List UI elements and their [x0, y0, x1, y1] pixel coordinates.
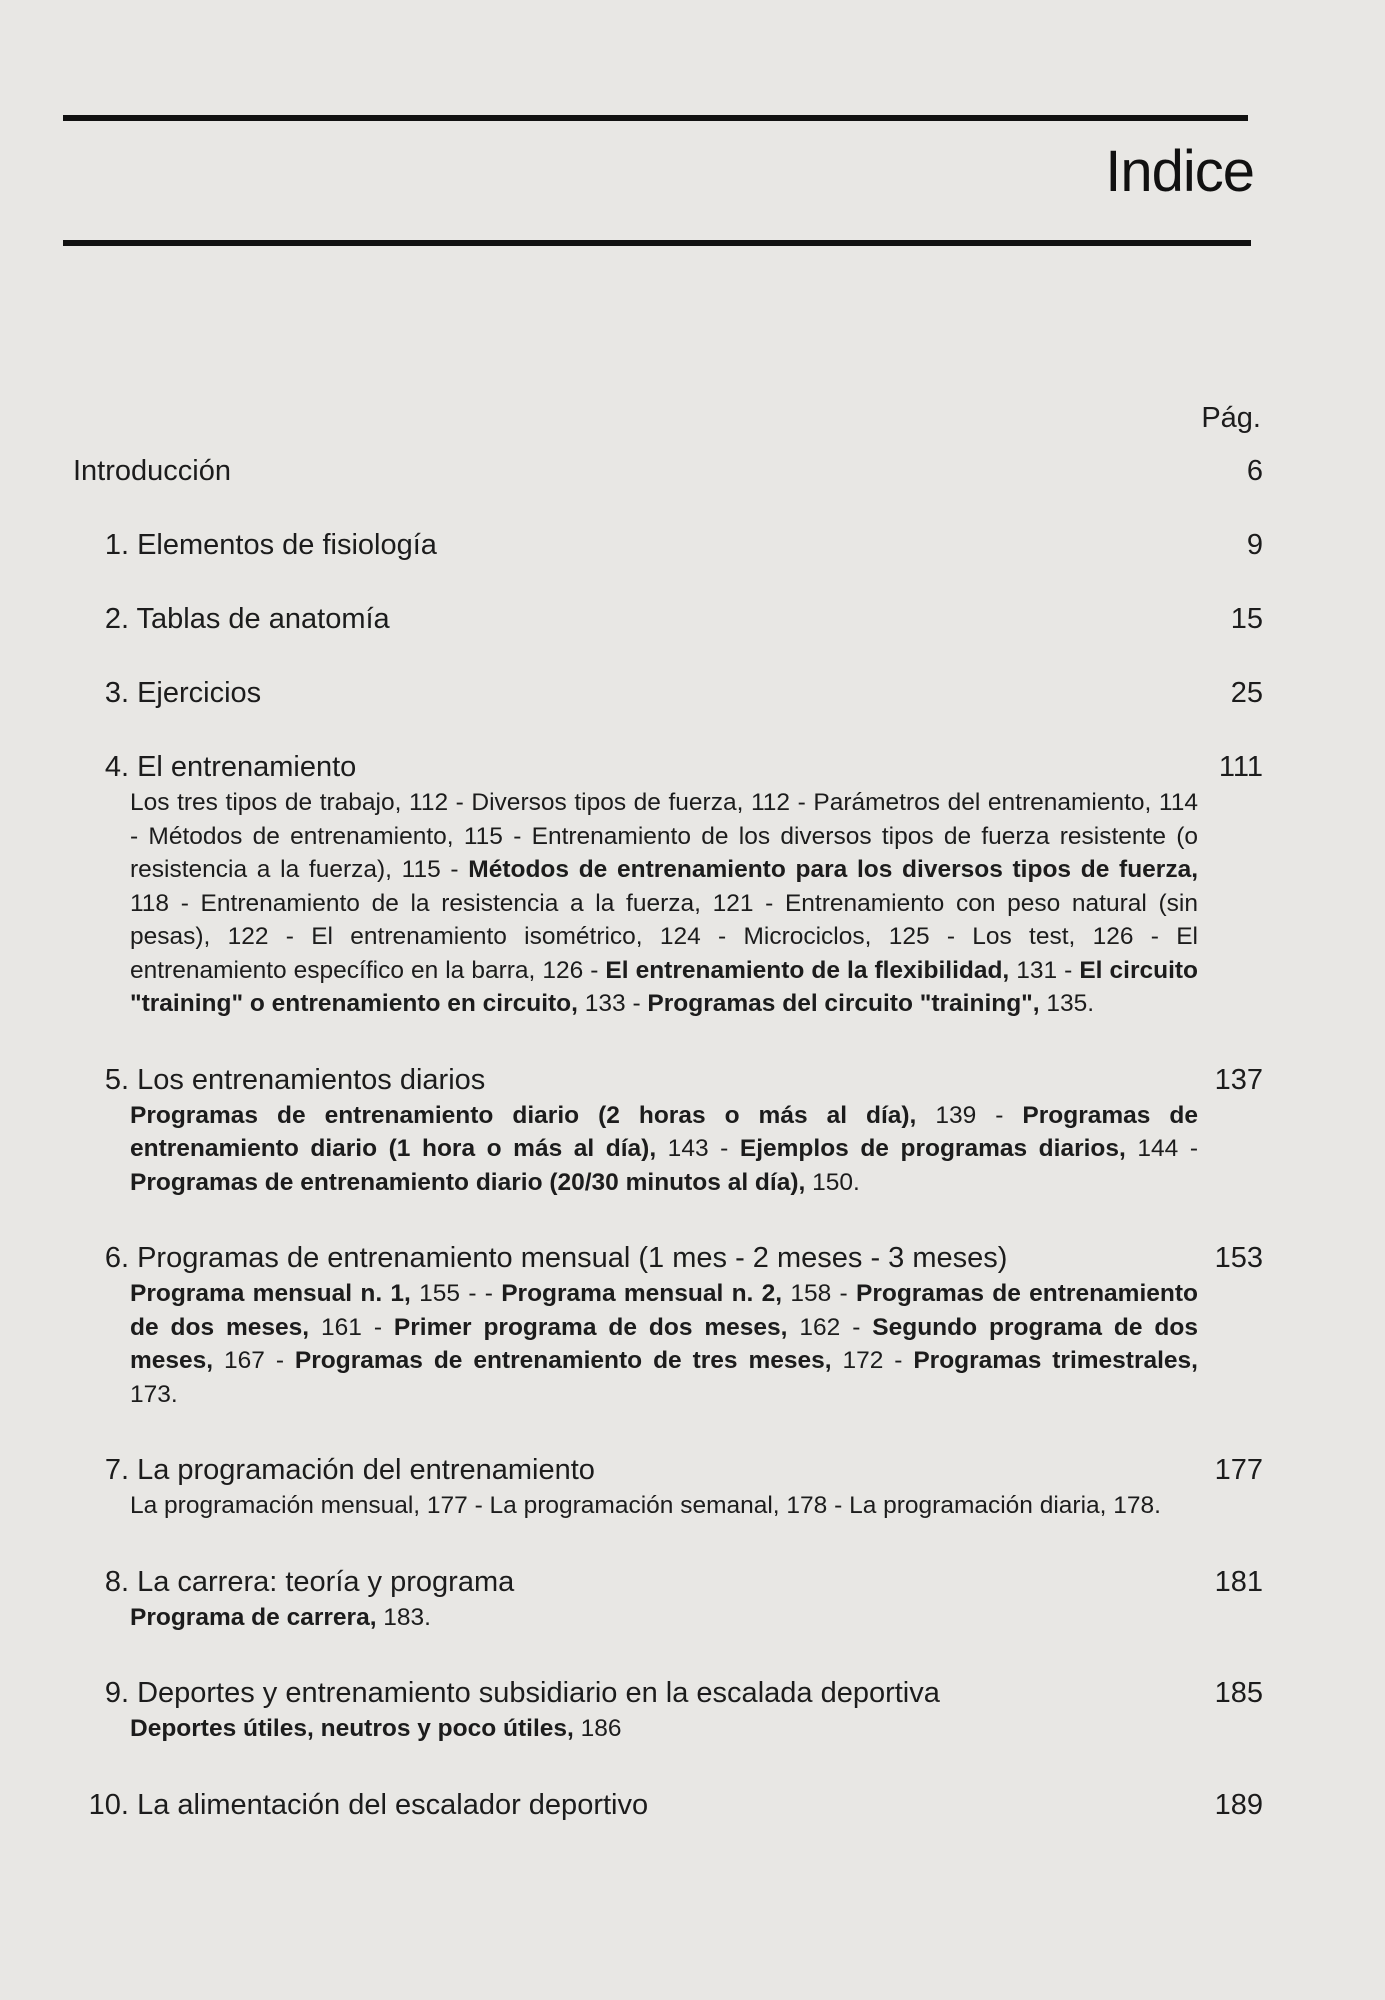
toc-entry-heading: [73, 748, 1263, 786]
chapter-title: Elementos de fisiología: [137, 529, 437, 561]
subsection-text: 139 -: [916, 1101, 1023, 1129]
chapter-subsections: [130, 1277, 1198, 1411]
subsection-text: 173.: [130, 1380, 178, 1408]
chapter-title: Ejercicios: [137, 677, 262, 709]
toc-entry-heading: [73, 1451, 1263, 1489]
subsection-text: 172 -: [831, 1347, 914, 1374]
subsection-text: 155 - -: [410, 1280, 502, 1307]
page-number: 9: [1246, 529, 1263, 561]
chapter-title: La programación del entrenamiento: [137, 1454, 595, 1486]
chapter-title: Programas de entrenamiento mensual (1 mes - 2 meses - 3 meses): [137, 1242, 1008, 1274]
page-number: 177: [1214, 1454, 1263, 1486]
subsection-bold-text: Programa de carrera,: [130, 1603, 377, 1631]
chapter-number: 1.: [104, 529, 129, 561]
toc-entry-heading: [73, 1674, 1263, 1712]
page-number: 189: [1214, 1788, 1263, 1821]
subsection-text: 135.: [1039, 990, 1095, 1017]
chapter-title: Introducción: [73, 455, 231, 487]
chapter-title: La carrera: teoría y programa: [137, 1565, 515, 1598]
toc-entry-heading: [73, 1239, 1263, 1277]
chapter-number: 4.: [104, 751, 129, 783]
chapter-number: 8.: [104, 1565, 129, 1598]
page-title: Indice: [1105, 139, 1254, 204]
page-number: 6: [1246, 455, 1263, 487]
subsection-bold-text: Programas del circuito "training",: [647, 990, 1040, 1017]
subsection-bold-text: Segundo programa de dos meses,: [130, 1313, 1198, 1374]
toc-entry-heading: [73, 1061, 1263, 1099]
page-number: 181: [1214, 1565, 1263, 1598]
page-number: 25: [1230, 677, 1263, 709]
toc-entry: [73, 600, 1263, 638]
subsection-bold-text: El entrenamiento de la flexibilidad,: [605, 956, 1010, 984]
subsection-bold-text: Programas de entrenamiento diario (20/30 minutos al día),: [130, 1168, 806, 1196]
toc-entry: [73, 1674, 1263, 1746]
subsection-bold-text: El circuito "training" o entrenamiento en circuito,: [130, 956, 1198, 1017]
chapter-subsections: [130, 1712, 1198, 1746]
toc-entry: [73, 526, 1263, 564]
page-number: 111: [1218, 751, 1263, 783]
page-number: 137: [1214, 1063, 1263, 1096]
subsection-text: 162 -: [787, 1313, 873, 1341]
chapter-subsections: [130, 786, 1198, 1021]
bottom-rule: [63, 240, 1251, 246]
chapter-number: 3.: [104, 677, 129, 709]
toc-entry: [73, 1239, 1263, 1411]
toc-entry-heading: [73, 600, 1263, 638]
chapter-number: 6.: [104, 1242, 129, 1274]
subsection-bold-text: Métodos de entrenamiento para los diversos tipos de fuerza,: [468, 856, 1199, 883]
chapter-subsections: [130, 1489, 1198, 1523]
subsection-text: 143 -: [656, 1135, 740, 1162]
subsection-bold-text: Programa mensual n. 1,: [130, 1280, 411, 1307]
page-number: 153: [1214, 1242, 1263, 1274]
subsection-text: 158 -: [782, 1280, 856, 1307]
toc-entry: [73, 1786, 1263, 1824]
chapter-subsections: [130, 1099, 1198, 1200]
toc-entry-heading: [73, 674, 1263, 712]
subsection-bold-text: Programas trimestrales,: [913, 1347, 1198, 1374]
subsection-text: 150.: [805, 1168, 860, 1196]
page-column-label: Pág.: [1201, 402, 1261, 434]
toc-entry-heading: [73, 1786, 1263, 1824]
subsection-text: 133 -: [577, 990, 648, 1017]
toc-entry: [73, 1451, 1263, 1523]
subsection-text: 118 - Entrenamiento de la resistencia a la fuerza, 121 - Entrenamiento con peso natural (sin pesas), 122 - El entrenamiento isométrico, 124 - Microciclos, 125 - Los test, 126 - El entrenamiento específico en la barra, 126 -: [130, 889, 1198, 984]
chapter-number: 10.: [88, 1788, 129, 1821]
page-number: 15: [1230, 603, 1263, 635]
subsection-bold-text: Programas de entrenamiento diario (1 hora o más al día),: [130, 1101, 1198, 1162]
subsection-text: Los tres tipos de trabajo, 112 - Diversos tipos de fuerza, 112 - Parámetros del entrenamiento, 114 - Métodos de entrenamiento, 115 - Entrenamiento de los diversos tipos de fuerza resistente (o resistencia a la fuerza), 115 -: [130, 789, 1198, 883]
toc-entry: [73, 748, 1263, 1021]
subsection-bold-text: Programas de entrenamiento de tres meses,: [294, 1347, 832, 1374]
subsection-bold-text: Deportes útiles, neutros y poco útiles,: [130, 1715, 574, 1742]
subsection-text: 167 -: [213, 1347, 295, 1374]
chapter-subsections: [130, 1601, 1198, 1635]
subsection-text: 186: [573, 1715, 622, 1742]
toc-entry-heading: [73, 1563, 1263, 1601]
chapter-title: Tablas de anatomía: [136, 603, 390, 635]
chapter-number: 5.: [104, 1063, 129, 1096]
subsection-text: 183.: [376, 1603, 431, 1631]
subsection-bold-text: Programa mensual n. 2,: [501, 1280, 783, 1307]
chapter-title: Deportes y entrenamiento subsidiario en la escalada deportiva: [137, 1677, 940, 1709]
table-of-contents: [73, 452, 1263, 1824]
toc-entry-heading: [73, 526, 1263, 564]
toc-entry: [73, 1563, 1263, 1635]
subsection-text: La programación mensual, 177 - La programación semanal, 178 - La programación diaria, 178.: [130, 1492, 1161, 1519]
subsection-bold-text: Programas de entrenamiento de dos meses,: [130, 1280, 1198, 1341]
chapter-title: Los entrenamientos diarios: [137, 1063, 486, 1096]
toc-entry: [73, 1061, 1263, 1200]
subsection-bold-text: Primer programa de dos meses,: [393, 1313, 788, 1341]
toc-entry: [73, 452, 1263, 490]
chapter-number: 9.: [104, 1677, 129, 1709]
chapter-number: 2.: [104, 603, 129, 635]
top-rule: [63, 115, 1248, 121]
subsection-text: 131 -: [1009, 956, 1080, 984]
page-number: 185: [1214, 1677, 1263, 1709]
subsection-text: 161 -: [309, 1313, 394, 1341]
subsection-bold-text: Programas de entrenamiento diario (2 horas o más al día),: [130, 1101, 917, 1129]
chapter-title: La alimentación del escalador deportivo: [137, 1788, 649, 1821]
toc-entry: [73, 674, 1263, 712]
subsection-text: 144 -: [1125, 1135, 1198, 1162]
chapter-number: 7.: [104, 1454, 129, 1486]
toc-entry-heading: [73, 452, 1263, 490]
chapter-title: El entrenamiento: [137, 751, 357, 783]
subsection-bold-text: Ejemplos de programas diarios,: [739, 1135, 1126, 1162]
